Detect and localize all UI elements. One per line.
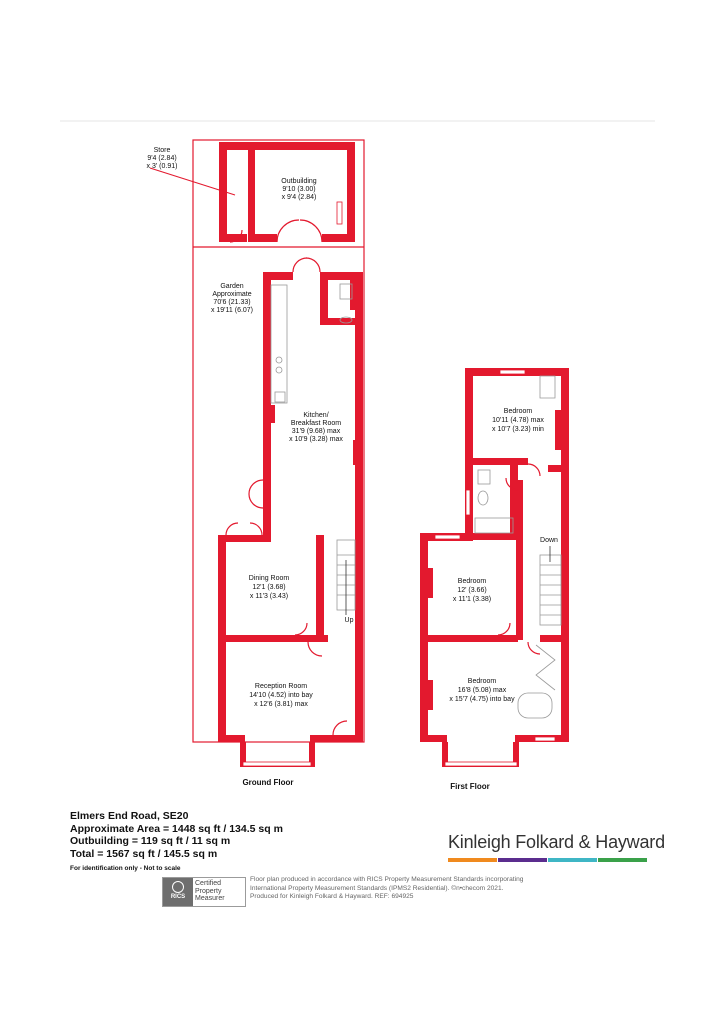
brand-bar-green xyxy=(598,858,647,862)
svg-text:x 12'6 (3.81) max: x 12'6 (3.81) max xyxy=(254,701,308,708)
first-floor-plan xyxy=(420,368,569,791)
svg-text:10'11 (4.78) max: 10'11 (4.78) max xyxy=(492,417,544,424)
property-info xyxy=(70,810,283,876)
svg-text:x 10'7 (3.23) min: x 10'7 (3.23) min xyxy=(492,426,544,433)
disclaimer: For identification only - Not to scale xyxy=(70,865,181,872)
address: Elmers End Road, SE20 xyxy=(70,810,189,822)
outbuilding-label: Outbuilding xyxy=(281,178,317,185)
svg-text:Approximate: Approximate xyxy=(212,291,252,298)
kitchen-label: Kitchen/ xyxy=(303,412,329,419)
stairs-down-label: Down xyxy=(540,537,558,544)
svg-text:9'10 (3.00): 9'10 (3.00) xyxy=(282,186,316,193)
garden-label: Garden xyxy=(220,283,244,290)
ground-floor-title: Ground Floor xyxy=(242,778,294,787)
brand-name: Kinleigh Folkard & Hayward xyxy=(448,832,665,852)
approximate-area: Approximate Area = 1448 sq ft / 134.5 sq m xyxy=(70,822,283,835)
brand-bar-purple xyxy=(498,858,547,862)
svg-text:x 3' (0.91): x 3' (0.91) xyxy=(146,163,178,170)
bedroom-middle-label: Bedroom xyxy=(457,578,487,585)
svg-text:x 9'4 (2.84): x 9'4 (2.84) xyxy=(281,194,317,201)
svg-text:70'6 (21.33): 70'6 (21.33) xyxy=(213,299,251,306)
measurement-note: Floor plan produced in accordance with RICS Property Measurement Standards incorporating International Property Measurement Standards (IPMS2 Residential). ©n•checom 2021. Produced for Kinleigh Folkard & Hayward. REF: 694925 xyxy=(250,876,524,900)
dining-room-label: Dining Room xyxy=(248,575,290,582)
ground-stairs xyxy=(337,540,355,615)
svg-text:14'10 (4.52) into bay: 14'10 (4.52) into bay xyxy=(249,692,313,699)
total-area: Total = 1567 sq ft / 145.5 sq m xyxy=(70,847,218,860)
svg-text:x 15'7 (4.75) into bay: x 15'7 (4.75) into bay xyxy=(449,696,515,703)
bedroom-front-label: Bedroom xyxy=(467,678,497,685)
stairs-up-label: Up xyxy=(344,617,354,624)
svg-text:9'4 (2.84): 9'4 (2.84) xyxy=(147,155,177,162)
svg-text:16'8 (5.08) max: 16'8 (5.08) max xyxy=(457,687,507,694)
bedroom-top-label: Bedroom xyxy=(503,408,533,415)
svg-text:x 10'9 (3.28) max: x 10'9 (3.28) max xyxy=(289,436,343,443)
svg-text:x 11'1 (3.38): x 11'1 (3.38) xyxy=(452,596,492,603)
svg-text:Breakfast Room: Breakfast Room xyxy=(290,420,342,427)
svg-text:12' (3.66): 12' (3.66) xyxy=(457,587,487,594)
brand-bar-orange xyxy=(448,858,497,862)
ground-floor-plan xyxy=(147,140,364,787)
svg-text:x 19'11 (6.07): x 19'11 (6.07) xyxy=(210,307,254,314)
svg-text:31'9 (9.68) max: 31'9 (9.68) max xyxy=(291,428,341,435)
first-floor-stairs xyxy=(540,546,561,625)
first-floor-title: First Floor xyxy=(450,782,490,791)
brand-bar-teal xyxy=(548,858,597,862)
svg-text:12'1 (3.68): 12'1 (3.68) xyxy=(252,584,286,591)
store-label: Store xyxy=(153,147,171,154)
rics-certified-badge: RICS Certified Property Measurer xyxy=(162,877,246,907)
svg-text:x 11'3 (3.43): x 11'3 (3.43) xyxy=(249,593,289,600)
rics-logo-icon: RICS xyxy=(163,878,193,906)
reception-room-label: Reception Room xyxy=(254,683,308,690)
outbuilding-area: Outbuilding = 119 sq ft / 11 sq m xyxy=(70,835,231,847)
